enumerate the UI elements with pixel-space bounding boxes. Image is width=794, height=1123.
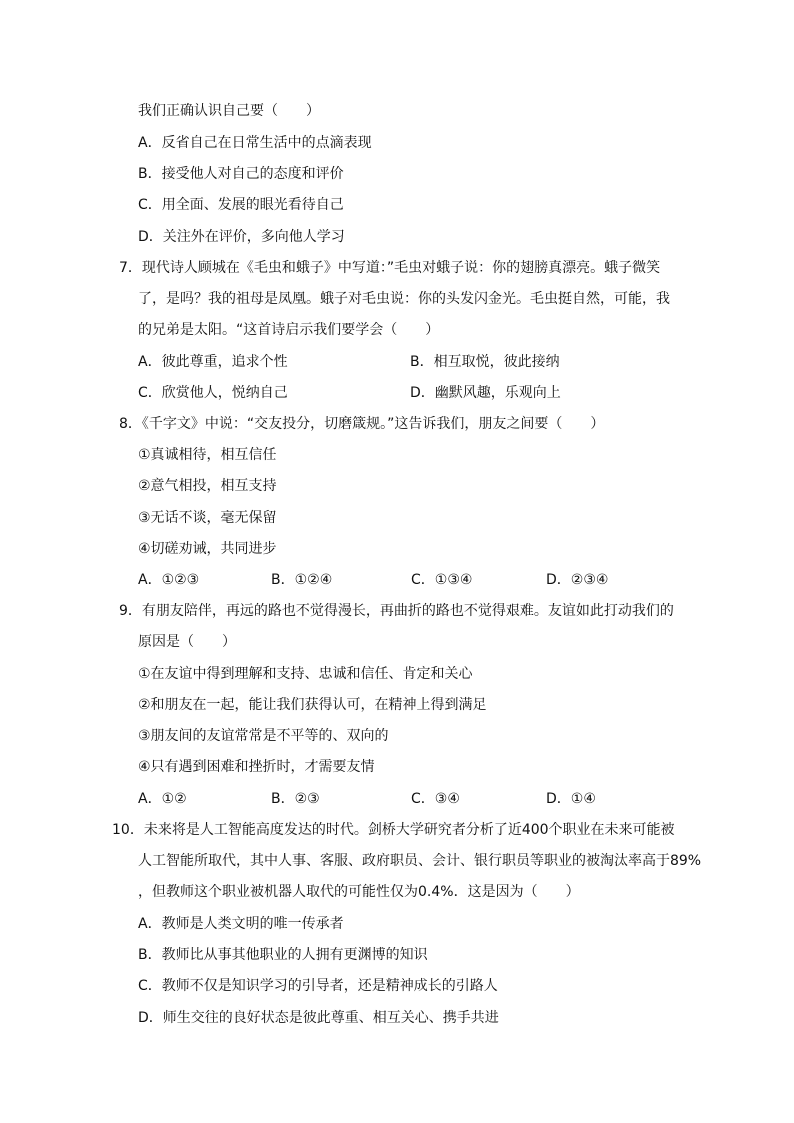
q7-option-b: B．相互取悦，彼此接纳 — [410, 354, 560, 370]
q9-stem-line-1: 9．有朋友陪伴，再远的路也不觉得漫长，再曲折的路也不觉得艰难。友谊如此打动我们的 — [119, 603, 674, 619]
q9-option-b: B．②③ — [271, 791, 320, 807]
q9-item-2: ②和朋友在一起，能让我们获得认可，在精神上得到满足 — [138, 697, 487, 713]
q8-option-d: D．②③④ — [546, 572, 609, 588]
q6-option-d: D．关注外在评价，多向他人学习 — [138, 229, 345, 245]
q10-stem-line-1: 10．未来将是人工智能高度发达的时代。剑桥大学研究者分析了近400个职业在未来可能被 — [112, 822, 675, 838]
q8-item-3: ③无话不谈，毫无保留 — [138, 510, 277, 526]
q10-option-d: D．师生交往的良好状态是彼此尊重、相互关心、携手共进 — [138, 1010, 499, 1026]
q7-stem-line-3: 的兄弟是太阳。“这首诗启示我们要学会（ ） — [138, 322, 440, 338]
q8-stem: 8．《千字文》中说：“交友投分，切磨箴规。”这告诉我们，朋友之间要（ ） — [119, 416, 605, 432]
q7-option-d: D．幽默风趣，乐观向上 — [410, 385, 561, 401]
q9-item-4: ④只有遇到困难和挫折时，才需要友情 — [138, 759, 375, 775]
q10-stem-line-3: ，但教师这个职业被机器人取代的可能性仅为0.4%．这是因为（ ） — [138, 884, 580, 900]
q6-option-a: A．反省自己在日常生活中的点滴表现 — [138, 135, 372, 151]
q8-item-4: ④切磋劝诫，共同进步 — [138, 541, 277, 557]
q8-item-2: ②意气相投，相互支持 — [138, 478, 277, 494]
q8-option-c: C．①③④ — [411, 572, 473, 588]
q10-option-c: C．教师不仅是知识学习的引导者，还是精神成长的引路人 — [138, 978, 498, 994]
q6-option-c: C．用全面、发展的眼光看待自己 — [138, 197, 344, 213]
q9-option-d: D．①④ — [546, 791, 596, 807]
q7-stem-line-2: 了，是吗？我的祖母是凤凰。蛾子对毛虫说：你的头发闪金光。毛虫挺自然，可能，我 — [138, 291, 670, 307]
q9-item-3: ③朋友间的友谊常常是不平等的、双向的 — [138, 728, 389, 744]
q9-item-1: ①在友谊中得到理解和支持、忠诚和信任、肯定和关心 — [138, 666, 473, 682]
q6-stem: 我们正确认识自己要（ ） — [138, 103, 320, 119]
q6-option-b: B．接受他人对自己的态度和评价 — [138, 166, 344, 182]
q10-stem-line-2: 人工智能所取代，其中人事、客服、政府职员、会计、银行职员等职业的被淘汰率高于89% — [138, 853, 702, 869]
q7-option-c: C．欣赏他人，悦纳自己 — [138, 385, 288, 401]
q7-stem-line-1: 7．现代诗人顾城在《毛虫和蛾子》中写道：”毛虫对蛾子说：你的翅膀真漂亮。蛾子微笑 — [119, 260, 661, 276]
q9-stem-line-2: 原因是（ ） — [138, 634, 236, 650]
q8-option-a: A．①②③ — [138, 572, 200, 588]
q9-option-c: C．③④ — [411, 791, 460, 807]
q9-option-a: A．①② — [138, 791, 187, 807]
q8-option-b: B．①②④ — [271, 572, 333, 588]
q10-option-a: A．教师是人类文明的唯一传承者 — [138, 916, 344, 932]
q8-item-1: ①真诚相待，相互信任 — [138, 447, 277, 463]
q10-option-b: B．教师比从事其他职业的人拥有更渊博的知识 — [138, 947, 428, 963]
q7-option-a: A．彼此尊重，追求个性 — [138, 354, 288, 370]
